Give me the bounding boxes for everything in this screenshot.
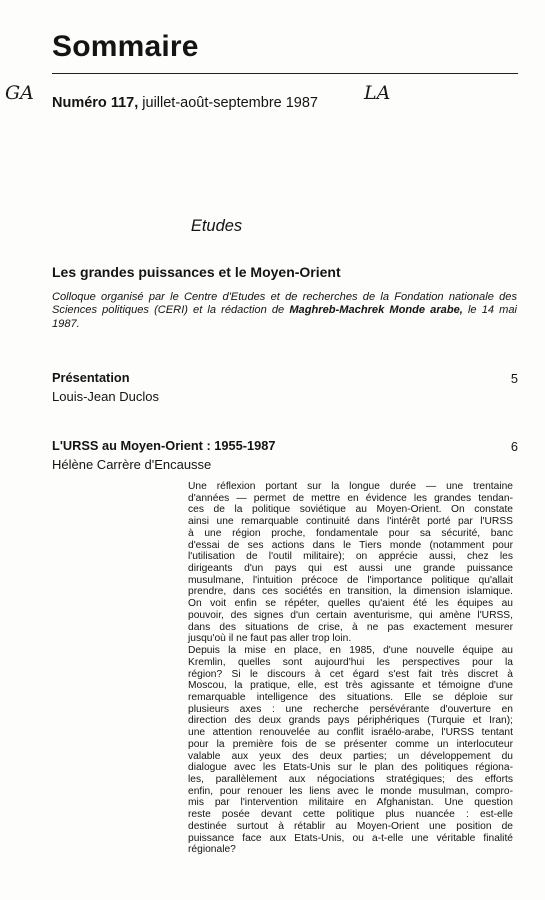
conference-intro	[52, 291, 517, 331]
article-title-urss: L'URSS au Moyen-Orient : 1955-1987	[52, 438, 276, 453]
abstract-line: musulmane, l'intuition précoce de l'importance politique qu'allait	[188, 574, 513, 586]
abstract-line: les, parallèlement aux négociations stratégiques; des efforts	[188, 773, 513, 785]
abstract-line: remarquable intelligence des situations. Elle se déploie sur	[188, 691, 513, 703]
article-abstract	[188, 481, 513, 856]
handwritten-annotation-right: LA	[364, 82, 391, 104]
abstract-paragraph-1	[188, 481, 513, 645]
handwritten-annotation-left: GA	[5, 82, 34, 104]
abstract-line: puissance face aux Etats-Unis, ou a-t-elle une véritable finalité	[188, 832, 513, 844]
abstract-line: régionale?	[188, 844, 236, 856]
article-page-presentation: 5	[510, 371, 518, 386]
abstract-line: d'années — permet de mettre en évidence les grandes tendan-	[188, 492, 513, 504]
abstract-line: dialogue avec les Etats-Unis sur le plan des politiques régiona-	[188, 762, 513, 774]
abstract-line: ces de la politique soviétique au Moyen-Orient. On constate	[188, 504, 513, 516]
abstract-line: plusieurs axes : une recherche persévérante d'ouverture en	[188, 703, 513, 715]
abstract-line: dirigeants d'un pays qui est aussi une grande puissance	[188, 563, 513, 575]
abstract-line: pour la première fois de se présenter comme un interlocuteur	[188, 738, 513, 750]
abstract-line: direction des deux grands pays périphériques (Turquie et Iran);	[188, 715, 513, 727]
issue-number: Numéro 117,	[52, 95, 139, 111]
section-heading	[0, 217, 545, 236]
abstract-line: jusqu'où il ne faut pas aller trop loin.	[188, 633, 352, 645]
abstract-line: destinée surtout à rétablir au Moyen-Orient une position de	[188, 820, 513, 832]
article-page-urss: 6	[510, 439, 518, 454]
intro-text-1: Colloque organisé par le Centre d'Etudes et de recherches de la Fondation nationale des Sciences politiques (CERI) et la rédaction de	[52, 291, 517, 317]
abstract-line: d'essai de ses actions dans le Tiers monde (notamment pour	[188, 539, 513, 551]
issue-line	[52, 95, 318, 111]
abstract-line: On voit enfin se répéter, quelles qu'aient été les équipes au	[188, 598, 513, 610]
article-author-urss: Hélène Carrère d'Encausse	[52, 457, 212, 472]
article-author-presentation: Louis-Jean Duclos	[52, 389, 159, 404]
abstract-line: Une réflexion portant sur la longue durée — une trentaine	[188, 481, 513, 492]
abstract-line: pouvoir, des signes d'un certain aventurisme, qui amène l'URSS,	[188, 609, 513, 621]
intro-journal-name: Maghreb-Machrek Monde arabe,	[289, 304, 463, 317]
abstract-line: une attention renouvelée au conflit israélo-arabe, l'URSS tentant	[188, 727, 513, 739]
article-title-presentation: Présentation	[52, 370, 130, 385]
conference-title: Les grandes puissances et le Moyen-Orient	[52, 264, 341, 280]
abstract-line: Moscou, la pratique, elle, est très agissante et témoigne d'une	[188, 680, 513, 692]
abstract-line: à une région proche, fondamentale pour sa sécurité, banc	[188, 527, 513, 539]
abstract-line: reste posée devant cette politique plus nuancée : est-elle	[188, 809, 513, 821]
section-heading-text: Etudes	[190, 217, 243, 235]
abstract-line: Depuis la mise en place, en 1985, d'une nouvelle équipe au	[188, 645, 513, 657]
abstract-line: valable aux yeux des deux parties; un développement du	[188, 750, 513, 762]
title-rule	[52, 73, 518, 74]
abstract-line: région? Si le discours à cet égard s'est fait très discret à	[188, 668, 513, 680]
abstract-line: l'utilisation de l'outil militaire); on apprécie aussi, chez les	[188, 551, 513, 563]
issue-date: juillet-août-septembre 1987	[138, 95, 318, 111]
abstract-line: dans des situations de crise, à ne pas exactement mesurer	[188, 621, 513, 633]
intro-text-2: le 14 mai 1987.	[52, 304, 518, 330]
page-title: Sommaire	[52, 30, 199, 63]
abstract-line: prendre, dans ces sociétés en transition, la dimension islamique.	[188, 586, 513, 598]
abstract-line: ainsi une remarquable continuité dans l'intérêt porté par l'URSS	[188, 516, 513, 528]
abstract-line: enfin, pour renouer les liens avec le monde musulman, compro-	[188, 785, 513, 797]
abstract-paragraph-2	[188, 645, 513, 856]
abstract-line: Kremlin, quelles sont aujourd'hui les perspectives pour la	[188, 656, 513, 668]
abstract-line: mis par l'intervention militaire en Afghanistan. Une question	[188, 797, 513, 809]
